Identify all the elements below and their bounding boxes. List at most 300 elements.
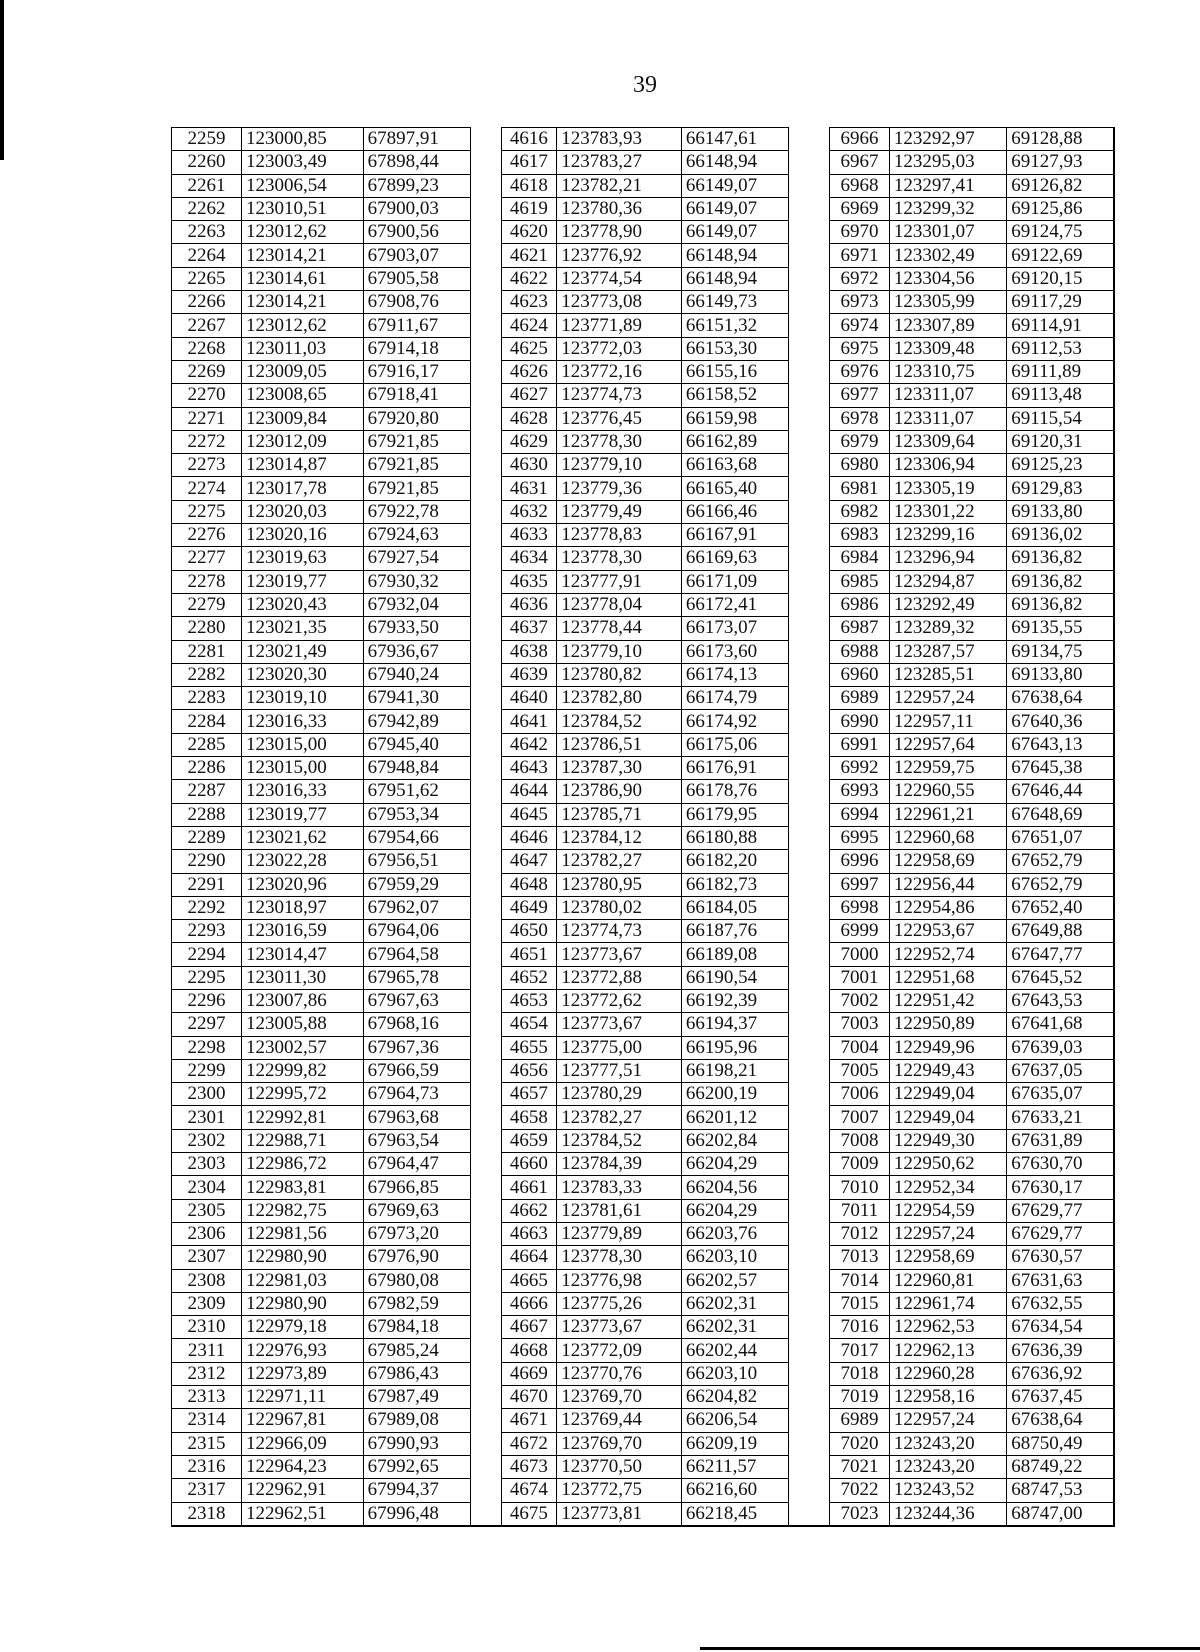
column-gap-cell (470, 989, 501, 1012)
middle-group-point-number-cell: 4673 (501, 1455, 557, 1478)
table-row (172, 570, 1115, 593)
middle-group-point-number-cell: 4648 (501, 873, 557, 896)
left-group-y-coordinate-cell: 67967,36 (363, 1036, 470, 1059)
middle-group-y-coordinate-cell: 66149,73 (681, 291, 788, 314)
table-row (172, 244, 1115, 267)
left-group-y-coordinate-cell: 67969,63 (363, 1199, 470, 1222)
left-group-y-coordinate-cell: 67964,73 (363, 1083, 470, 1106)
left-group-y-coordinate-cell: 67992,65 (363, 1455, 470, 1478)
table-row (172, 1129, 1115, 1152)
middle-group-x-coordinate-cell: 123778,30 (557, 430, 682, 453)
table-row (172, 1316, 1115, 1339)
right-group-x-coordinate-cell: 123243,52 (889, 1479, 1006, 1502)
left-group-x-coordinate-cell: 122962,91 (242, 1479, 364, 1502)
middle-group-y-coordinate-cell: 66174,13 (681, 663, 788, 686)
right-group-point-number-cell: 7012 (830, 1222, 890, 1245)
left-group-y-coordinate-cell: 67921,85 (363, 430, 470, 453)
left-group-y-coordinate-cell: 67966,59 (363, 1059, 470, 1082)
middle-group-x-coordinate-cell: 123774,73 (557, 384, 682, 407)
middle-group-point-number-cell: 4667 (501, 1316, 557, 1339)
column-gap-cell (470, 337, 501, 360)
left-group-y-coordinate-cell: 67976,90 (363, 1246, 470, 1269)
middle-group-x-coordinate-cell: 123778,90 (557, 221, 682, 244)
column-gap-cell (470, 454, 501, 477)
middle-group-point-number-cell: 4653 (501, 989, 557, 1012)
middle-group-x-coordinate-cell: 123773,08 (557, 291, 682, 314)
middle-group-x-coordinate-cell: 123784,52 (557, 1129, 682, 1152)
middle-group-y-coordinate-cell: 66148,94 (681, 267, 788, 290)
column-gap-cell (470, 733, 501, 756)
column-gap-cell (788, 547, 829, 570)
middle-group-y-coordinate-cell: 66174,79 (681, 687, 788, 710)
column-gap-cell (470, 360, 501, 383)
middle-group-x-coordinate-cell: 123772,03 (557, 337, 682, 360)
column-gap-cell (788, 896, 829, 919)
table-row (172, 454, 1115, 477)
column-gap-cell (470, 1153, 501, 1176)
left-group-x-coordinate-cell: 123015,00 (242, 733, 364, 756)
left-group-x-coordinate-cell: 123020,96 (242, 873, 364, 896)
left-group-point-number-cell: 2263 (172, 221, 242, 244)
middle-group-point-number-cell: 4668 (501, 1339, 557, 1362)
column-gap-cell (470, 1013, 501, 1036)
left-group-point-number-cell: 2284 (172, 710, 242, 733)
right-group-x-coordinate-cell: 123244,36 (889, 1502, 1006, 1526)
middle-group-point-number-cell: 4636 (501, 593, 557, 616)
table-row (172, 477, 1115, 500)
left-group-point-number-cell: 2271 (172, 407, 242, 430)
column-gap-cell (788, 384, 829, 407)
left-group-point-number-cell: 2285 (172, 733, 242, 756)
right-group-x-coordinate-cell: 122950,62 (889, 1153, 1006, 1176)
table-row (172, 291, 1115, 314)
left-group-point-number-cell: 2290 (172, 850, 242, 873)
left-group-x-coordinate-cell: 123015,00 (242, 757, 364, 780)
right-group-point-number-cell: 7013 (830, 1246, 890, 1269)
middle-group-point-number-cell: 4627 (501, 384, 557, 407)
right-group-x-coordinate-cell: 123311,07 (889, 384, 1006, 407)
right-group-x-coordinate-cell: 123311,07 (889, 407, 1006, 430)
left-group-y-coordinate-cell: 67921,85 (363, 477, 470, 500)
right-group-x-coordinate-cell: 123299,16 (889, 524, 1006, 547)
right-group-x-coordinate-cell: 122961,21 (889, 803, 1006, 826)
column-gap-cell (788, 617, 829, 640)
table-row (172, 1362, 1115, 1385)
right-group-y-coordinate-cell: 69122,69 (1007, 244, 1114, 267)
left-group-point-number-cell: 2286 (172, 757, 242, 780)
left-group-x-coordinate-cell: 122980,90 (242, 1292, 364, 1315)
right-group-x-coordinate-cell: 122949,43 (889, 1059, 1006, 1082)
middle-group-point-number-cell: 4660 (501, 1153, 557, 1176)
middle-group-x-coordinate-cell: 123783,93 (557, 128, 682, 151)
right-group-y-coordinate-cell: 67630,70 (1007, 1153, 1114, 1176)
column-gap-cell (788, 500, 829, 523)
column-gap-cell (788, 989, 829, 1012)
middle-group-x-coordinate-cell: 123772,09 (557, 1339, 682, 1362)
left-group-y-coordinate-cell: 67963,68 (363, 1106, 470, 1129)
middle-group-x-coordinate-cell: 123779,10 (557, 640, 682, 663)
column-gap-cell (788, 244, 829, 267)
middle-group-y-coordinate-cell: 66202,31 (681, 1292, 788, 1315)
column-gap-cell (470, 477, 501, 500)
right-group-y-coordinate-cell: 69136,82 (1007, 570, 1114, 593)
right-group-y-coordinate-cell: 67652,79 (1007, 873, 1114, 896)
right-group-y-coordinate-cell: 67645,38 (1007, 757, 1114, 780)
right-group-point-number-cell: 7022 (830, 1479, 890, 1502)
column-gap-cell (788, 360, 829, 383)
right-group-point-number-cell: 6973 (830, 291, 890, 314)
middle-group-x-coordinate-cell: 123773,67 (557, 1013, 682, 1036)
middle-group-y-coordinate-cell: 66204,29 (681, 1153, 788, 1176)
right-group-x-coordinate-cell: 123301,07 (889, 221, 1006, 244)
right-group-point-number-cell: 7006 (830, 1083, 890, 1106)
table-row (172, 360, 1115, 383)
middle-group-x-coordinate-cell: 123770,50 (557, 1455, 682, 1478)
left-group-point-number-cell: 2312 (172, 1362, 242, 1385)
left-group-point-number-cell: 2302 (172, 1129, 242, 1152)
right-group-x-coordinate-cell: 122949,30 (889, 1129, 1006, 1152)
left-group-x-coordinate-cell: 122967,81 (242, 1409, 364, 1432)
middle-group-point-number-cell: 4638 (501, 640, 557, 663)
left-group-point-number-cell: 2265 (172, 267, 242, 290)
middle-group-y-coordinate-cell: 66194,37 (681, 1013, 788, 1036)
right-group-x-coordinate-cell: 123305,19 (889, 477, 1006, 500)
right-group-point-number-cell: 6968 (830, 174, 890, 197)
left-group-y-coordinate-cell: 67922,78 (363, 500, 470, 523)
column-gap-cell (470, 1269, 501, 1292)
table-row (172, 1386, 1115, 1409)
column-gap-cell (788, 943, 829, 966)
middle-group-x-coordinate-cell: 123779,49 (557, 500, 682, 523)
column-gap-cell (788, 1316, 829, 1339)
right-group-point-number-cell: 6986 (830, 593, 890, 616)
left-group-x-coordinate-cell: 122999,82 (242, 1059, 364, 1082)
right-group-y-coordinate-cell: 69134,75 (1007, 640, 1114, 663)
left-group-x-coordinate-cell: 122962,51 (242, 1502, 364, 1526)
column-gap-cell (470, 1409, 501, 1432)
column-gap-cell (788, 1246, 829, 1269)
left-group-point-number-cell: 2304 (172, 1176, 242, 1199)
column-gap-cell (470, 1479, 501, 1502)
left-group-y-coordinate-cell: 67916,17 (363, 360, 470, 383)
table-row (172, 687, 1115, 710)
left-group-y-coordinate-cell: 67920,80 (363, 407, 470, 430)
column-gap-cell (788, 1269, 829, 1292)
middle-group-y-coordinate-cell: 66167,91 (681, 524, 788, 547)
left-group-y-coordinate-cell: 67940,24 (363, 663, 470, 686)
left-group-point-number-cell: 2318 (172, 1502, 242, 1526)
middle-group-point-number-cell: 4657 (501, 1083, 557, 1106)
right-group-point-number-cell: 6990 (830, 710, 890, 733)
column-gap-cell (470, 1246, 501, 1269)
middle-group-point-number-cell: 4624 (501, 314, 557, 337)
right-group-y-coordinate-cell: 69113,48 (1007, 384, 1114, 407)
left-group-point-number-cell: 2316 (172, 1455, 242, 1478)
right-group-point-number-cell: 6969 (830, 197, 890, 220)
right-group-point-number-cell: 6975 (830, 337, 890, 360)
middle-group-x-coordinate-cell: 123778,44 (557, 617, 682, 640)
right-group-y-coordinate-cell: 67638,64 (1007, 1409, 1114, 1432)
column-gap-cell (788, 1176, 829, 1199)
middle-group-point-number-cell: 4645 (501, 803, 557, 826)
right-group-point-number-cell: 7005 (830, 1059, 890, 1082)
right-group-x-coordinate-cell: 122952,34 (889, 1176, 1006, 1199)
right-group-y-coordinate-cell: 67648,69 (1007, 803, 1114, 826)
middle-group-y-coordinate-cell: 66184,05 (681, 896, 788, 919)
column-gap-cell (470, 267, 501, 290)
table-row (172, 1292, 1115, 1315)
right-group-y-coordinate-cell: 67633,21 (1007, 1106, 1114, 1129)
right-group-y-coordinate-cell: 67629,77 (1007, 1199, 1114, 1222)
middle-group-point-number-cell: 4625 (501, 337, 557, 360)
right-group-point-number-cell: 6984 (830, 547, 890, 570)
middle-group-y-coordinate-cell: 66172,41 (681, 593, 788, 616)
column-gap-cell (788, 430, 829, 453)
middle-group-x-coordinate-cell: 123776,98 (557, 1269, 682, 1292)
left-group-point-number-cell: 2275 (172, 500, 242, 523)
right-group-x-coordinate-cell: 122954,86 (889, 896, 1006, 919)
column-gap-cell (788, 850, 829, 873)
column-gap-cell (788, 640, 829, 663)
column-gap-cell (788, 1129, 829, 1152)
right-group-y-coordinate-cell: 67631,89 (1007, 1129, 1114, 1152)
middle-group-y-coordinate-cell: 66173,07 (681, 617, 788, 640)
middle-group-y-coordinate-cell: 66173,60 (681, 640, 788, 663)
right-group-point-number-cell: 6985 (830, 570, 890, 593)
middle-group-point-number-cell: 4616 (501, 128, 557, 151)
right-group-y-coordinate-cell: 69128,88 (1007, 128, 1114, 151)
right-group-point-number-cell: 6994 (830, 803, 890, 826)
middle-group-x-coordinate-cell: 123778,30 (557, 1246, 682, 1269)
middle-group-point-number-cell: 4671 (501, 1409, 557, 1432)
table-row (172, 989, 1115, 1012)
middle-group-point-number-cell: 4675 (501, 1502, 557, 1526)
left-group-x-coordinate-cell: 122983,81 (242, 1176, 364, 1199)
coordinates-table-container (171, 127, 1115, 1527)
left-group-point-number-cell: 2287 (172, 780, 242, 803)
middle-group-y-coordinate-cell: 66175,06 (681, 733, 788, 756)
left-group-x-coordinate-cell: 123019,77 (242, 803, 364, 826)
middle-group-x-coordinate-cell: 123772,75 (557, 1479, 682, 1502)
column-gap-cell (470, 757, 501, 780)
right-group-x-coordinate-cell: 123289,32 (889, 617, 1006, 640)
left-group-x-coordinate-cell: 123019,63 (242, 547, 364, 570)
middle-group-x-coordinate-cell: 123774,73 (557, 920, 682, 943)
left-group-point-number-cell: 2301 (172, 1106, 242, 1129)
right-group-y-coordinate-cell: 67638,64 (1007, 687, 1114, 710)
middle-group-point-number-cell: 4669 (501, 1362, 557, 1385)
table-row (172, 407, 1115, 430)
middle-group-point-number-cell: 4674 (501, 1479, 557, 1502)
left-group-y-coordinate-cell: 67989,08 (363, 1409, 470, 1432)
left-group-y-coordinate-cell: 67964,58 (363, 943, 470, 966)
middle-group-y-coordinate-cell: 66153,30 (681, 337, 788, 360)
right-group-x-coordinate-cell: 122959,75 (889, 757, 1006, 780)
middle-group-y-coordinate-cell: 66158,52 (681, 384, 788, 407)
right-group-x-coordinate-cell: 123292,49 (889, 593, 1006, 616)
middle-group-point-number-cell: 4620 (501, 221, 557, 244)
left-group-y-coordinate-cell: 67903,07 (363, 244, 470, 267)
left-group-x-coordinate-cell: 123011,03 (242, 337, 364, 360)
right-group-y-coordinate-cell: 69124,75 (1007, 221, 1114, 244)
right-group-point-number-cell: 7009 (830, 1153, 890, 1176)
middle-group-x-coordinate-cell: 123784,52 (557, 710, 682, 733)
column-gap-cell (788, 1083, 829, 1106)
right-group-point-number-cell: 7007 (830, 1106, 890, 1129)
middle-group-point-number-cell: 4623 (501, 291, 557, 314)
left-group-point-number-cell: 2262 (172, 197, 242, 220)
right-group-y-coordinate-cell: 67630,57 (1007, 1246, 1114, 1269)
right-group-y-coordinate-cell: 67637,45 (1007, 1386, 1114, 1409)
middle-group-y-coordinate-cell: 66202,84 (681, 1129, 788, 1152)
right-group-x-coordinate-cell: 123301,22 (889, 500, 1006, 523)
right-group-x-coordinate-cell: 122950,89 (889, 1013, 1006, 1036)
middle-group-x-coordinate-cell: 123780,36 (557, 197, 682, 220)
right-group-point-number-cell: 6966 (830, 128, 890, 151)
right-group-y-coordinate-cell: 69125,23 (1007, 454, 1114, 477)
table-row (172, 826, 1115, 849)
right-group-y-coordinate-cell: 67630,17 (1007, 1176, 1114, 1199)
table-row (172, 1013, 1115, 1036)
table-row (172, 780, 1115, 803)
middle-group-point-number-cell: 4647 (501, 850, 557, 873)
table-row (172, 663, 1115, 686)
left-group-x-coordinate-cell: 123014,61 (242, 267, 364, 290)
right-group-y-coordinate-cell: 69120,15 (1007, 267, 1114, 290)
right-group-y-coordinate-cell: 67652,79 (1007, 850, 1114, 873)
right-group-point-number-cell: 6983 (830, 524, 890, 547)
left-group-point-number-cell: 2300 (172, 1083, 242, 1106)
left-group-y-coordinate-cell: 67965,78 (363, 966, 470, 989)
right-group-point-number-cell: 7003 (830, 1013, 890, 1036)
right-group-point-number-cell: 7014 (830, 1269, 890, 1292)
column-gap-cell (470, 197, 501, 220)
middle-group-y-coordinate-cell: 66201,12 (681, 1106, 788, 1129)
left-group-point-number-cell: 2261 (172, 174, 242, 197)
middle-group-y-coordinate-cell: 66216,60 (681, 1479, 788, 1502)
middle-group-x-coordinate-cell: 123779,89 (557, 1222, 682, 1245)
right-group-x-coordinate-cell: 123285,51 (889, 663, 1006, 686)
right-group-y-coordinate-cell: 69125,86 (1007, 197, 1114, 220)
middle-group-x-coordinate-cell: 123782,80 (557, 687, 682, 710)
column-gap-cell (470, 780, 501, 803)
right-group-point-number-cell: 6970 (830, 221, 890, 244)
left-group-point-number-cell: 2277 (172, 547, 242, 570)
middle-group-x-coordinate-cell: 123775,00 (557, 1036, 682, 1059)
left-group-point-number-cell: 2317 (172, 1479, 242, 1502)
column-gap-cell (788, 1106, 829, 1129)
right-group-point-number-cell: 6992 (830, 757, 890, 780)
left-group-x-coordinate-cell: 122988,71 (242, 1129, 364, 1152)
column-gap-cell (470, 1222, 501, 1245)
left-group-y-coordinate-cell: 67930,32 (363, 570, 470, 593)
middle-group-y-coordinate-cell: 66203,76 (681, 1222, 788, 1245)
right-group-x-coordinate-cell: 123295,03 (889, 151, 1006, 174)
left-group-x-coordinate-cell: 122966,09 (242, 1432, 364, 1455)
column-gap-cell (788, 477, 829, 500)
right-group-y-coordinate-cell: 68747,00 (1007, 1502, 1114, 1526)
right-group-x-coordinate-cell: 122957,24 (889, 1222, 1006, 1245)
left-group-x-coordinate-cell: 123019,77 (242, 570, 364, 593)
column-gap-cell (470, 384, 501, 407)
left-group-x-coordinate-cell: 122982,75 (242, 1199, 364, 1222)
column-gap-cell (470, 593, 501, 616)
left-group-y-coordinate-cell: 67942,89 (363, 710, 470, 733)
table-row (172, 593, 1115, 616)
left-group-y-coordinate-cell: 67994,37 (363, 1479, 470, 1502)
middle-group-y-coordinate-cell: 66151,32 (681, 314, 788, 337)
right-group-point-number-cell: 6974 (830, 314, 890, 337)
middle-group-point-number-cell: 4651 (501, 943, 557, 966)
left-group-point-number-cell: 2299 (172, 1059, 242, 1082)
right-group-x-coordinate-cell: 122956,44 (889, 873, 1006, 896)
middle-group-x-coordinate-cell: 123782,27 (557, 850, 682, 873)
middle-group-point-number-cell: 4646 (501, 826, 557, 849)
left-group-point-number-cell: 2283 (172, 687, 242, 710)
middle-group-point-number-cell: 4650 (501, 920, 557, 943)
middle-group-point-number-cell: 4665 (501, 1269, 557, 1292)
middle-group-y-coordinate-cell: 66171,09 (681, 570, 788, 593)
right-group-y-coordinate-cell: 67634,54 (1007, 1316, 1114, 1339)
table-row (172, 1036, 1115, 1059)
middle-group-y-coordinate-cell: 66190,54 (681, 966, 788, 989)
left-group-x-coordinate-cell: 122986,72 (242, 1153, 364, 1176)
column-gap-cell (470, 850, 501, 873)
left-group-point-number-cell: 2289 (172, 826, 242, 849)
middle-group-y-coordinate-cell: 66187,76 (681, 920, 788, 943)
column-gap-cell (788, 1199, 829, 1222)
column-gap-cell (470, 1455, 501, 1478)
left-group-x-coordinate-cell: 122995,72 (242, 1083, 364, 1106)
middle-group-x-coordinate-cell: 123779,36 (557, 477, 682, 500)
middle-group-point-number-cell: 4626 (501, 360, 557, 383)
table-row (172, 943, 1115, 966)
right-group-point-number-cell: 7008 (830, 1129, 890, 1152)
middle-group-point-number-cell: 4639 (501, 663, 557, 686)
right-group-x-coordinate-cell: 122957,64 (889, 733, 1006, 756)
column-gap-cell (470, 803, 501, 826)
middle-group-point-number-cell: 4643 (501, 757, 557, 780)
middle-group-y-coordinate-cell: 66149,07 (681, 221, 788, 244)
right-group-point-number-cell: 6993 (830, 780, 890, 803)
middle-group-point-number-cell: 4655 (501, 1036, 557, 1059)
column-gap-cell (788, 1153, 829, 1176)
left-group-y-coordinate-cell: 67964,47 (363, 1153, 470, 1176)
left-group-y-coordinate-cell: 67987,49 (363, 1386, 470, 1409)
left-group-point-number-cell: 2260 (172, 151, 242, 174)
right-group-x-coordinate-cell: 122957,24 (889, 1409, 1006, 1432)
left-group-x-coordinate-cell: 122981,03 (242, 1269, 364, 1292)
left-group-point-number-cell: 2307 (172, 1246, 242, 1269)
column-gap-cell (470, 1339, 501, 1362)
right-group-x-coordinate-cell: 122960,28 (889, 1362, 1006, 1385)
left-group-point-number-cell: 2315 (172, 1432, 242, 1455)
column-gap-cell (470, 1362, 501, 1385)
table-row (172, 151, 1115, 174)
column-gap-cell (470, 1432, 501, 1455)
middle-group-y-coordinate-cell: 66198,21 (681, 1059, 788, 1082)
middle-group-y-coordinate-cell: 66202,44 (681, 1339, 788, 1362)
left-group-x-coordinate-cell: 122971,11 (242, 1386, 364, 1409)
left-group-x-coordinate-cell: 123010,51 (242, 197, 364, 220)
table-row (172, 500, 1115, 523)
right-group-x-coordinate-cell: 122961,74 (889, 1292, 1006, 1315)
middle-group-y-coordinate-cell: 66149,07 (681, 174, 788, 197)
right-group-x-coordinate-cell: 123299,32 (889, 197, 1006, 220)
right-group-point-number-cell: 6987 (830, 617, 890, 640)
table-row (172, 267, 1115, 290)
table-row (172, 314, 1115, 337)
